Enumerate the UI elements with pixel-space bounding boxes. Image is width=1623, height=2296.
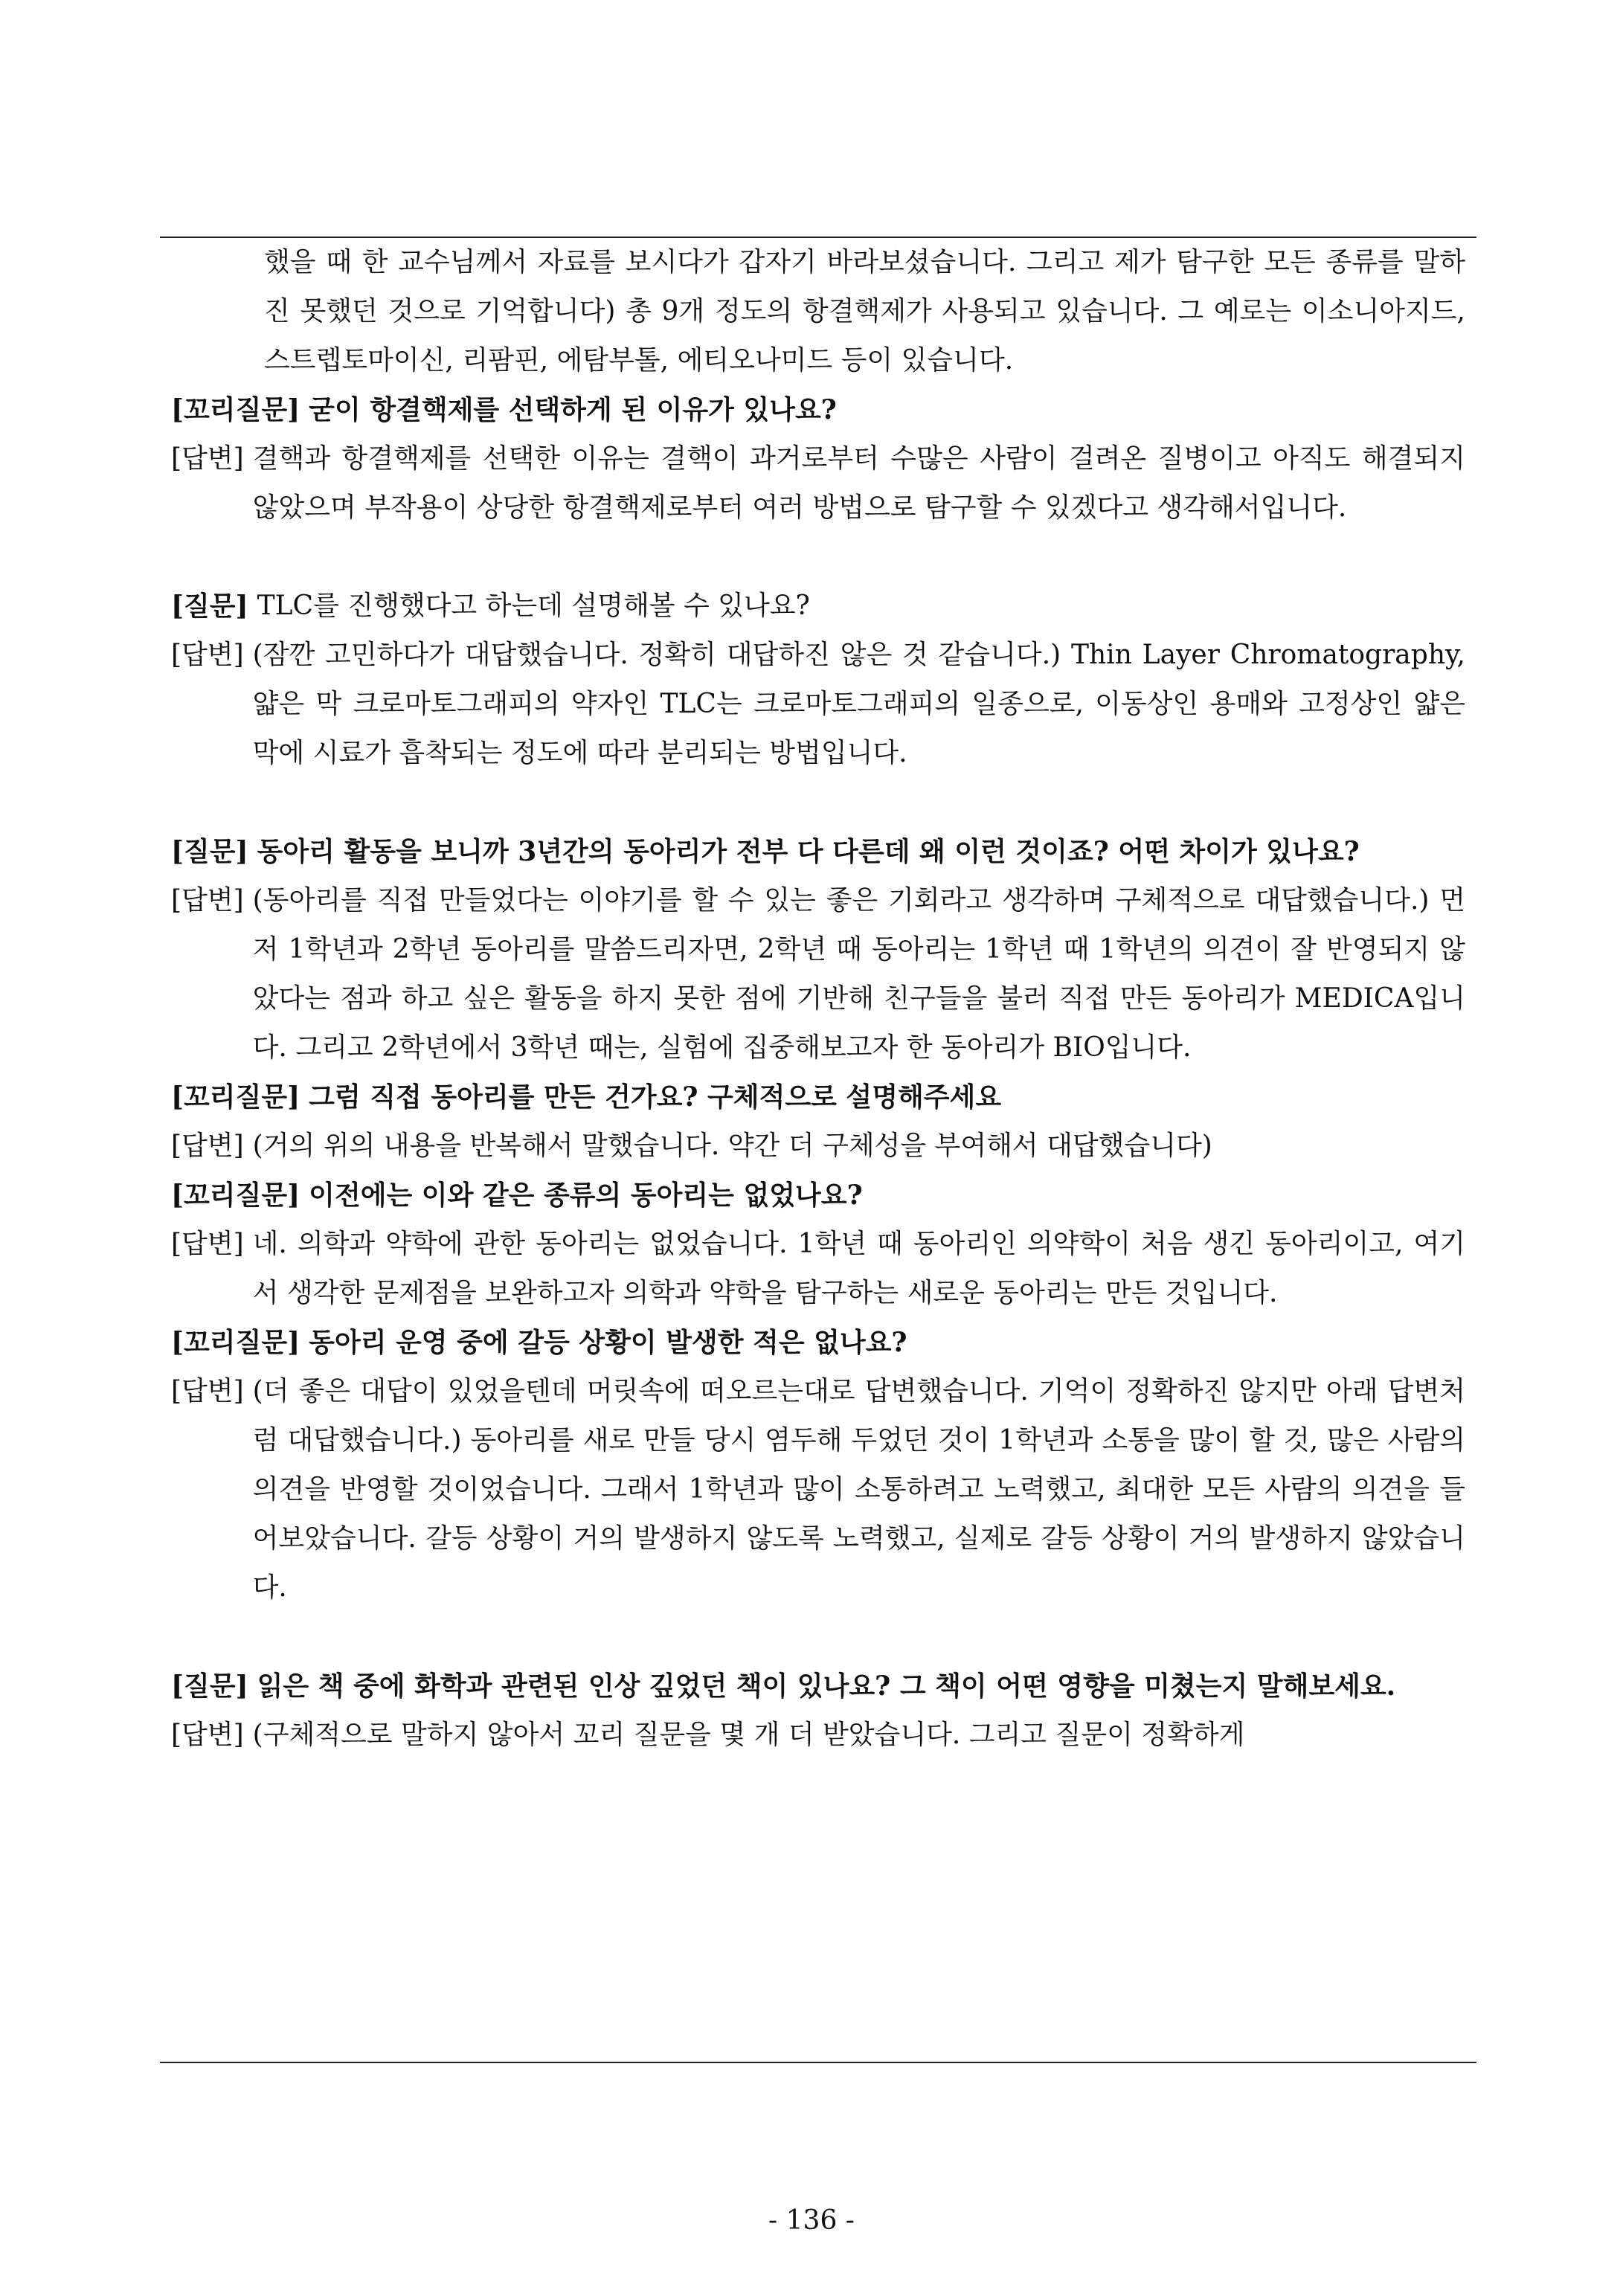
page-number: - 136 - [768, 2205, 855, 2236]
document-body [171, 238, 1465, 1760]
answer-text: (더 좋은 대답이 있었을텐데 머릿속에 떠오르는대로 답변했습니다. 기억이 정확하진 않지만 아래 답변처럼 대답했습니다.) 동아리를 새로 만들 당시 염두해 두었던 것이 1학년과 소통을 많이 할 것, 많은 사람의 의견을 반영할 것이었습니다. 그래서 1학년과 많이 소통하려고 노력했고, 최대한 모든 사람의 의견을 들어보았습니다. 갈등 상황이 거의 발생하지 않도록 노력했고, 실제로 갈등 상황이 거의 발생하지 않았습니다. [252, 1376, 1465, 1603]
question-text: 읽은 책 중에 화학과 관련된 인상 깊었던 책이 있나요? 그 책이 어떤 영향을 미쳤는지 말해보세요. [257, 1670, 1396, 1702]
answer-label: [답변] [171, 1376, 244, 1406]
question-text: TLC를 진행했다고 하는데 설명해볼 수 있나요? [257, 591, 810, 621]
answer-text: (거의 위의 내용을 반복해서 말했습니다. 약간 더 구체성을 부여해서 대답했습니다) [252, 1131, 1212, 1161]
answer-text: 네. 의학과 약학에 관한 동아리는 없었습니다. 1학년 때 동아리인 의약학이 처음 생긴 동아리이고, 여기서 생각한 문제점을 보완하고자 의학과 약학을 탐구하는 새로운 동아리는 만든 것입니다. [252, 1229, 1465, 1308]
answer-label: [답변] [171, 1229, 244, 1259]
followup-question-text: 이전에는 이와 같은 종류의 동아리는 없었나요? [309, 1180, 863, 1211]
answer-text: (잠깐 고민하다가 대답했습니다. 정확히 대답하진 않은 것 같습니다.) Thin Layer Chromatography, 얇은 막 크로마토그래피의 약자인 TLC는 크로마토그래피의 일종으로, 이동상인 용매와 고정상인 얇은 막에 시료가 흡착되는 정도에 따라 분리되는 방법입니다. [252, 640, 1465, 768]
answer-text: (동아리를 직접 만들었다는 이야기를 할 수 있는 좋은 기회라고 생각하며 구체적으로 대답했습니다.) 먼저 1학년과 2학년 동아리를 말씀드리자면, 2학년 때 동아리는 1학년 때 1학년의 의견이 잘 반영되지 않았다는 점과 하고 싶은 활동을 하지 못한 점에 기반해 친구들을 불러 직접 만든 동아리가 MEDICA입니다. 그리고 2학년에서 3학년 때는, 실험에 집중해보고자 한 동아리가 BIO입니다. [252, 885, 1465, 1063]
answer-label: [답변] [171, 640, 244, 670]
answer-text: (구체적으로 말하지 않아서 꼬리 질문을 몇 개 더 받았습니다. 그리고 질문이 정확하게 [252, 1720, 1245, 1750]
answer-4 [171, 1367, 1465, 1612]
continuation-paragraph: 했을 때 한 교수님께서 자료를 보시다가 갑자기 바라보셨습니다. 그리고 제가 탐구한 모든 종류를 말하진 못했던 것으로 기억합니다) 총 9개 정도의 항결핵제가 사용되고 있습니다. 그 예로는 이소니아지드, 스트렙토마이신, 리팜핀, 에탐부톨, 에티오나미드 등이 있습니다. [264, 247, 1465, 376]
followup-question-3 [171, 1171, 1465, 1220]
question-label: [질문] [171, 591, 248, 622]
followup-question-text: 굳이 항결핵제를 선택하게 된 이유가 있나요? [309, 394, 837, 425]
answer-text: 결핵과 항결핵제를 선택한 이유는 결핵이 과거로부터 수많은 사람이 걸려온 질병이고 아직도 해결되지 않았으며 부작용이 상당한 항결핵제로부터 여러 방법으로 탐구할 수 있겠다고 생각해서입니다. [252, 443, 1465, 523]
answer-label: [답변] [171, 1720, 244, 1750]
followup-question-label: [꼬리질문] [171, 394, 301, 425]
followup-question-label: [꼬리질문] [171, 1081, 301, 1113]
answer-label: [답변] [171, 443, 244, 474]
followup-question-label: [꼬리질문] [171, 1180, 301, 1211]
question-tlc [171, 582, 1465, 631]
answer-club [171, 876, 1465, 1073]
followup-question-4 [171, 1318, 1465, 1367]
answer-2 [171, 1122, 1465, 1171]
question-text: 동아리 활동을 보니까 3년간의 동아리가 전부 다 다른데 왜 이런 것이죠? 어떤 차이가 있나요? [257, 836, 1360, 867]
followup-question-2 [171, 1073, 1465, 1122]
question-label: [질문] [171, 1670, 248, 1702]
question-book [171, 1662, 1465, 1711]
followup-question-text: 그럼 직접 동아리를 만든 건가요? 구체적으로 설명해주세요 [309, 1081, 1002, 1113]
answer-label: [답변] [171, 885, 244, 916]
answer-label: [답변] [171, 1131, 244, 1161]
answer-1 [171, 434, 1465, 533]
followup-question-1 [171, 385, 1465, 434]
followup-question-text: 동아리 운영 중에 갈등 상황이 발생한 적은 없나요? [309, 1327, 907, 1358]
followup-question-label: [꼬리질문] [171, 1327, 301, 1358]
footer-rule [160, 2062, 1476, 2063]
question-label: [질문] [171, 836, 248, 867]
answer-tlc [171, 631, 1465, 778]
answer-3 [171, 1220, 1465, 1318]
answer-book [171, 1711, 1465, 1760]
question-club [171, 827, 1465, 876]
